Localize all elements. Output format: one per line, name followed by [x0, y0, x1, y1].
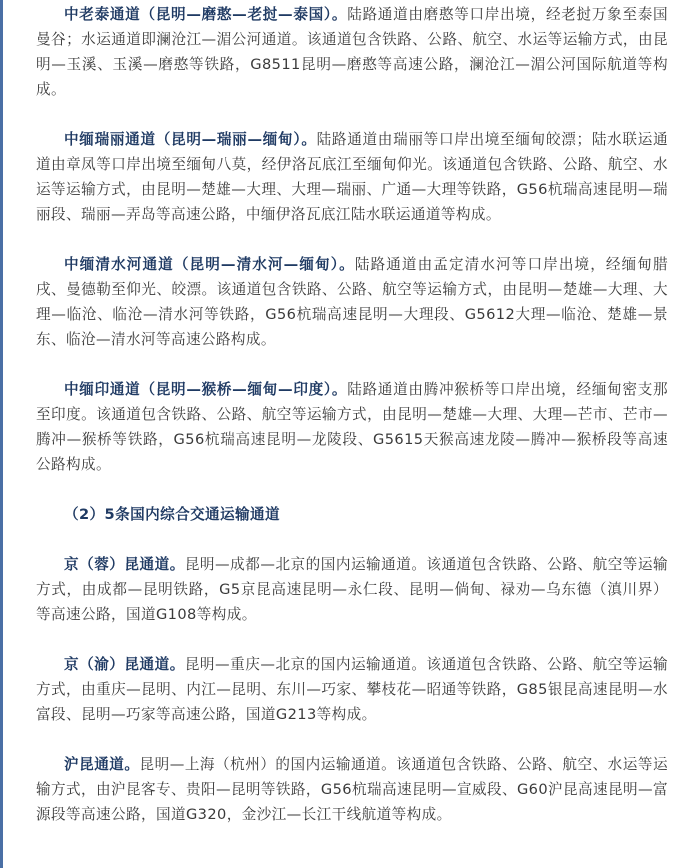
corridor-body: 昆明—上海（杭州）的国内运输通道。该通道包含铁路、公路、航空、水运等运输方式，由沪昆客专、贵阳—昆明等铁路，G56杭瑞高速昆明—宣威段、G60沪昆高速昆明—富源段等高速公路，国道G320，金沙江—长江干线航道等构成。	[36, 756, 668, 823]
corridor-title: 京（渝）昆通道。	[64, 656, 185, 673]
section-heading: （2）5条国内综合交通运输通道	[64, 506, 281, 523]
corridor-paragraph-ruili	[36, 127, 668, 227]
corridor-paragraph-laos-thailand	[36, 2, 668, 102]
corridor-body: 昆明—成都—北京的国内运输通道。该通道包含铁路、公路、航空等运输方式，由成都—昆明铁路，G5京昆高速昆明—永仁段、昆明—倘甸、禄劝—乌东德（滇川界）等高速公路，国道G108等构成。	[36, 556, 668, 623]
corridor-title: 中老泰通道（昆明—磨憨—老挝—泰国）。	[64, 6, 348, 23]
corridor-paragraph-myanmar-india	[36, 377, 668, 477]
corridor-body: 陆路通道由磨憨等口岸出境，经老挝万象至泰国曼谷；水运通道即澜沧江—湄公河通道。该通道包含铁路、公路、航空、水运等运输方式，由昆明—玉溪、玉溪—磨憨等铁路，G8511昆明—磨憨等高速公路，澜沧江—湄公河国际航道等构成。	[36, 6, 668, 98]
corridor-paragraph-qingshuihe	[36, 252, 668, 352]
corridor-body: 陆路通道由孟定清水河等口岸出境，经缅甸腊戌、曼德勒至仰光、皎漂。该通道包含铁路、公路、航空等运输方式，由昆明—楚雄—大理、大理—临沧、临沧—清水河等铁路，G56杭瑞高速昆明—大理段、G5612大理—临沧、楚雄—景东、临沧—清水河等高速公路构成。	[36, 256, 668, 348]
corridor-title: 中缅清水河通道（昆明—清水河—缅甸）。	[64, 256, 355, 273]
article-content	[36, 2, 668, 827]
corridor-title: 中缅瑞丽通道（昆明—瑞丽—缅甸）。	[64, 131, 317, 148]
corridor-body: 陆路通道由瑞丽等口岸出境至缅甸皎漂；陆水联运通道由章凤等口岸出境至缅甸八莫，经伊洛瓦底江至缅甸仰光。该通道包含铁路、公路、航空、水运等运输方式，由昆明—楚雄—大理、大理—瑞丽、广通—大理等铁路，G56杭瑞高速昆明—瑞丽段、瑞丽—弄岛等高速公路，中缅伊洛瓦底江陆水联运通道等构成。	[36, 131, 668, 223]
domestic-paragraph-shanghai	[36, 752, 668, 827]
corridor-body: 昆明—重庆—北京的国内运输通道。该通道包含铁路、公路、航空等运输方式，由重庆—昆明、内江—昆明、东川—巧家、攀枝花—昭通等铁路，G85银昆高速昆明—水富段、昆明—巧家等高速公路，国道G213等构成。	[36, 656, 668, 723]
domestic-paragraph-chongqing	[36, 652, 668, 727]
corridor-title: 京（蓉）昆通道。	[64, 556, 185, 573]
domestic-paragraph-chengdu	[36, 552, 668, 627]
corridor-title: 中缅印通道（昆明—猴桥—缅甸—印度）。	[64, 381, 348, 398]
corridor-body: 陆路通道由腾冲猴桥等口岸出境，经缅甸密支那至印度。该通道包含铁路、公路、航空等运输方式，由昆明—楚雄—大理、大理—芒市、芒市—腾冲—猴桥等铁路，G56杭瑞高速昆明—龙陵段、G5615天猴高速龙陵—腾冲—猴桥段等高速公路构成。	[36, 381, 668, 473]
corridor-title: 沪昆通道。	[64, 756, 140, 773]
